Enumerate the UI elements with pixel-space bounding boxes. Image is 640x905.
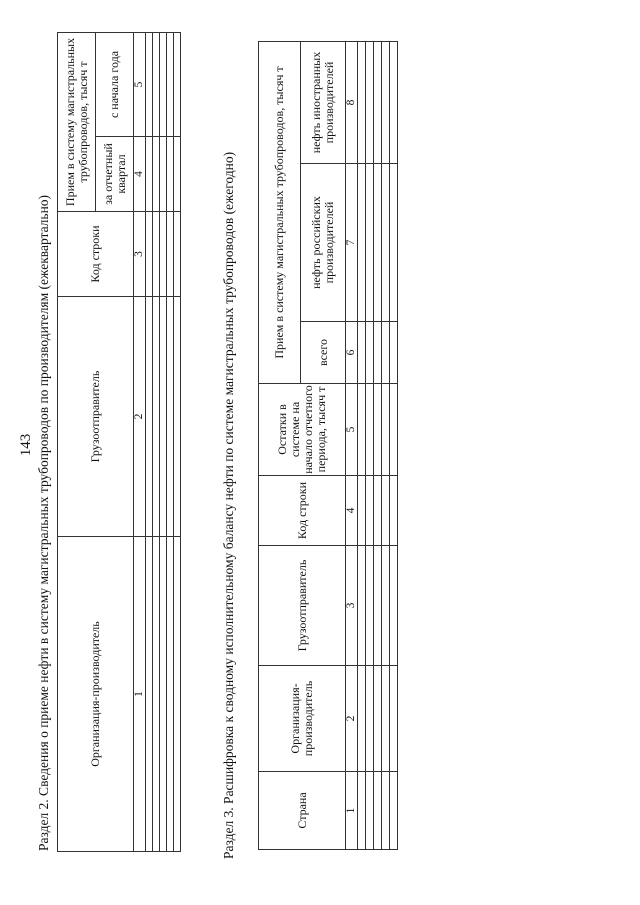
- table-cell: [153, 212, 160, 297]
- page-number: 143: [18, 433, 34, 457]
- header-shipper: Грузоотправитель: [58, 297, 134, 537]
- header-balance: Остатки в системе на начало отчетного периода, тысяч т: [259, 384, 346, 476]
- table-cell: [374, 384, 382, 476]
- table-cell: [390, 666, 398, 772]
- header-shipper: Грузоотправитель: [259, 546, 346, 666]
- header-intake-group: Прием в систему магистральных трубопроводов, тысяч т: [58, 32, 96, 211]
- table-cell: [167, 297, 174, 537]
- header-row-code: Код строки: [58, 212, 134, 297]
- header-intake-group: Прием в систему магистральных трубопроводов, тысяч т: [259, 41, 301, 383]
- column-number: 3: [134, 212, 146, 297]
- table-cell: [382, 384, 390, 476]
- table-cell: [358, 476, 366, 546]
- table-cell: [174, 297, 181, 537]
- table-cell: [146, 32, 153, 136]
- table-cell: [390, 476, 398, 546]
- column-number: 4: [346, 476, 358, 546]
- section3-title: Раздел 3. Расшифровка к сводному исполнительному балансу нефти по системе магистральных трубопроводов (ежегодно): [221, 151, 236, 859]
- table-cell: [374, 41, 382, 163]
- column-number: 2: [134, 297, 146, 537]
- table-cell: [153, 32, 160, 136]
- table-cell: [390, 772, 398, 850]
- column-number: 2: [346, 666, 358, 772]
- table-cell: [374, 164, 382, 322]
- table-cell: [382, 476, 390, 546]
- header-quarter: за отчетный квартал: [96, 137, 134, 212]
- table-cell: [146, 137, 153, 212]
- table-row: [146, 32, 153, 851]
- table-cell: [366, 476, 374, 546]
- table-cell: [382, 322, 390, 384]
- column-number-row: [346, 41, 358, 849]
- section3-table: [258, 41, 398, 850]
- table-cell: [374, 322, 382, 384]
- table-cell: [366, 546, 374, 666]
- table-cell: [174, 32, 181, 136]
- header-country: Страна: [259, 772, 346, 850]
- header-row-code: Код строки: [259, 476, 346, 546]
- table-cell: [160, 297, 167, 537]
- table-cell: [358, 41, 366, 163]
- column-number: 5: [346, 384, 358, 476]
- section2-table: [57, 32, 181, 852]
- table-cell: [167, 212, 174, 297]
- table-cell: [358, 164, 366, 322]
- column-number: 1: [346, 772, 358, 850]
- table-cell: [390, 322, 398, 384]
- table-row: [167, 32, 174, 851]
- column-number: 3: [346, 546, 358, 666]
- table-cell: [358, 666, 366, 772]
- header-ytd: с начала года: [96, 32, 134, 136]
- header-total: всего: [301, 322, 346, 384]
- table-cell: [167, 32, 174, 136]
- table-cell: [167, 137, 174, 212]
- column-number: 4: [134, 137, 146, 212]
- table-row: [153, 32, 160, 851]
- column-number: 5: [134, 32, 146, 136]
- column-number: 6: [346, 322, 358, 384]
- table-cell: [390, 546, 398, 666]
- table-cell: [374, 772, 382, 850]
- table-cell: [382, 41, 390, 163]
- table-row: [382, 41, 390, 849]
- table-cell: [160, 32, 167, 136]
- header-org: Организация-производитель: [58, 537, 134, 852]
- table-row: [374, 41, 382, 849]
- table-cell: [146, 297, 153, 537]
- table-cell: [382, 546, 390, 666]
- table-row: [160, 32, 167, 851]
- table-row: [390, 41, 398, 849]
- table-cell: [390, 384, 398, 476]
- table-cell: [174, 537, 181, 852]
- column-number: 1: [134, 537, 146, 852]
- table-cell: [358, 322, 366, 384]
- table-cell: [167, 537, 174, 852]
- column-number: 7: [346, 164, 358, 322]
- header-foreign: нефть иностранных производителей: [301, 41, 346, 163]
- table-row: [358, 41, 366, 849]
- table-cell: [366, 41, 374, 163]
- table-cell: [153, 137, 160, 212]
- column-number-row: [134, 32, 146, 851]
- table-cell: [358, 384, 366, 476]
- table-cell: [374, 666, 382, 772]
- table-cell: [382, 666, 390, 772]
- table-cell: [160, 137, 167, 212]
- table-cell: [153, 297, 160, 537]
- table-cell: [390, 41, 398, 163]
- table-cell: [358, 546, 366, 666]
- table-cell: [160, 212, 167, 297]
- table-cell: [366, 322, 374, 384]
- table-cell: [366, 772, 374, 850]
- table-row: [174, 32, 181, 851]
- section2-title: Раздел 2. Сведения о приеме нефти в систему магистральных трубопроводов по производителям (ежеквартально): [36, 194, 51, 851]
- table-cell: [390, 164, 398, 322]
- table-cell: [174, 137, 181, 212]
- header-org: Организация-производитель: [259, 666, 346, 772]
- table-cell: [153, 537, 160, 852]
- table-row: [366, 41, 374, 849]
- table-cell: [160, 537, 167, 852]
- header-russian: нефть российских производителей: [301, 164, 346, 322]
- table-cell: [382, 772, 390, 850]
- table-cell: [366, 384, 374, 476]
- table-cell: [374, 476, 382, 546]
- table-cell: [146, 212, 153, 297]
- table-cell: [382, 164, 390, 322]
- table-cell: [146, 537, 153, 852]
- table-cell: [374, 546, 382, 666]
- column-number: 8: [346, 41, 358, 163]
- table-cell: [358, 772, 366, 850]
- table-cell: [366, 164, 374, 322]
- table-cell: [174, 212, 181, 297]
- table-cell: [366, 666, 374, 772]
